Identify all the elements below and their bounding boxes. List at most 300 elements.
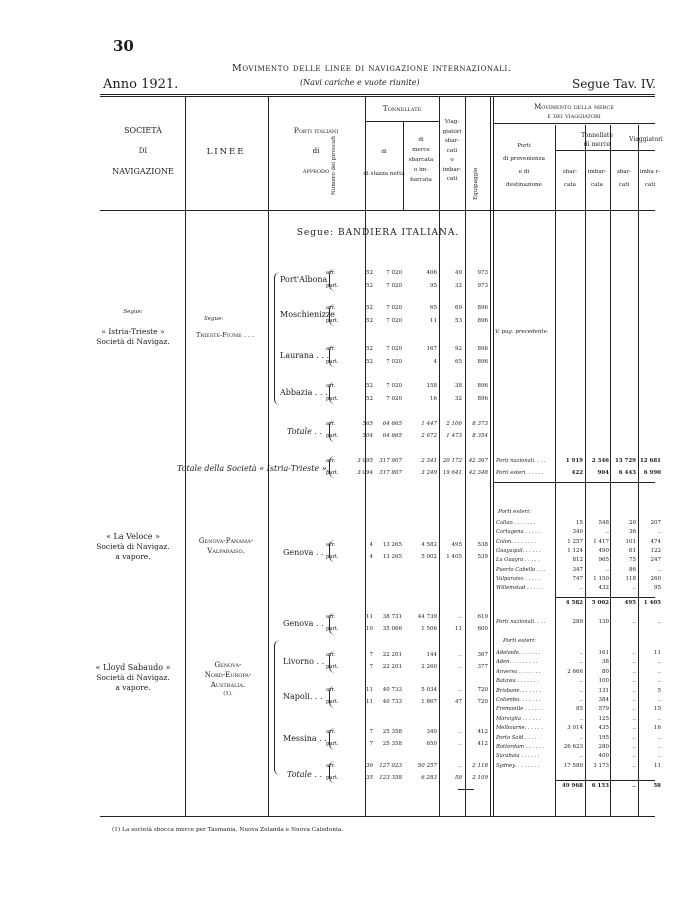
row-label: part. [326, 470, 339, 476]
cell-piroscafi: 10 [366, 626, 373, 632]
row-label: part. [326, 396, 339, 402]
row-label: part. [326, 699, 339, 705]
veloce-total-rule [555, 597, 655, 598]
cell-piroscafi: 7 [369, 664, 373, 670]
cell-viaggiatori: 32 [455, 283, 462, 289]
row-label: part. [326, 626, 339, 632]
mov-ton-imbar: 195 [598, 734, 609, 741]
mov-ton-imbar: 80 [602, 668, 609, 675]
cell-equipaggio: 896 [477, 305, 488, 311]
cell-piroscafi: 52 [366, 270, 373, 276]
istria-port-name: Port'Albona [280, 275, 328, 284]
cell-merce: 158 [426, 383, 437, 389]
page-subtitle: (Navi cariche e vuote riunite) [300, 78, 420, 87]
cell-equipaggio: 539 [477, 554, 488, 560]
mov-ton-sbar: 15 [576, 520, 583, 526]
header-merce-4: barcata [410, 177, 432, 183]
header-sub-1: cata [563, 182, 577, 188]
mov-port: Fremantle . . . . . . [496, 706, 544, 713]
cell-viaggiatori: 19 641 [442, 470, 462, 476]
veloce-total-2: 5 002 [591, 600, 609, 606]
mov-port: Colombo. . . . . . . [496, 697, 541, 703]
istria-port-name: Laurana . . . [280, 351, 330, 360]
movimento-rule [493, 123, 655, 124]
mov-port: Puerto Cabello . . . [496, 566, 546, 573]
mov-viag-imbar: .. [657, 753, 661, 760]
mov-viag-sbar: .. [632, 659, 636, 666]
veloce-societa: Società di Navigaz. [96, 542, 170, 551]
row-label: part. [326, 318, 339, 324]
istria-totale-label: Totale . . [287, 427, 322, 436]
row-label: arr. [326, 687, 336, 693]
mov-viag-imbar: .. [657, 678, 661, 685]
header-sub-0: sbar- [562, 169, 578, 175]
row-label: arr. [326, 542, 336, 548]
sub-rule [555, 150, 655, 151]
cell-stazza: 64 665 [382, 421, 402, 427]
header-porti-2: di [312, 147, 320, 155]
mov-ton-sbar: 422 [571, 470, 583, 476]
cell-piroscafi: 565 [362, 421, 373, 427]
header-sub-6: imba r- [639, 169, 661, 175]
col-rule-viaggiatori [465, 96, 466, 816]
cell-viaggiatori: 1 405 [446, 554, 462, 560]
row-label: arr. [326, 652, 336, 658]
sabaudo-linea-4: (1). [223, 691, 233, 697]
cell-stazza: 7 020 [386, 283, 402, 289]
mov-ton-sbar: 2 666 [567, 668, 583, 675]
mov-viag-imbar: 15 [654, 706, 661, 713]
header-porti-prov-1: di provenienza [503, 156, 545, 162]
cell-equipaggio: 2 109 [472, 775, 488, 781]
mov-ton-sbar: 26 623 [563, 744, 583, 750]
mov-viag-imbar: 12 681 [639, 458, 661, 464]
header-movimento-1: Movimento della merce [534, 103, 614, 111]
mov-viag-sbar: 6 443 [618, 470, 636, 476]
veloce-vapore: a vapore. [115, 552, 151, 561]
cell-stazza: 25 358 [382, 741, 402, 747]
cell-viaggiatori: 20 172 [442, 458, 462, 464]
mov-viag-imbar: .. [657, 697, 661, 703]
cell-equipaggio: 8 373 [472, 421, 488, 427]
cell-stazza: 22 201 [382, 664, 402, 670]
header-porti-1: Porti italiani [293, 126, 339, 135]
mov-viag-imbar: 6 990 [643, 470, 661, 476]
mov-port: Cartagena . . . . . [496, 529, 541, 536]
sabaudo-linea-2: Nord-Europa- [204, 671, 252, 679]
mov-port: Porti nazionali. . . . [496, 619, 546, 625]
mov-viag-imbar: 11 [654, 762, 661, 769]
cell-equipaggio: 42 348 [468, 470, 488, 476]
cell-merce: 2 260 [421, 664, 437, 670]
sabaudo-total-1: 49 968 [561, 783, 583, 789]
header-viaggiatori2: Viaggiatori [629, 136, 663, 143]
sabaudo-societa: Società di Navigaz. [96, 673, 170, 682]
cell-stazza: 127 023 [379, 763, 402, 769]
cell-equipaggio: 8 354 [472, 433, 488, 439]
cell-viaggiatori: .. [458, 652, 462, 658]
header-stazza-di: di [381, 149, 387, 155]
header-sub-2: imbar- [587, 169, 607, 175]
cell-equipaggio: 377 [477, 664, 488, 670]
row-label: arr. [326, 270, 336, 276]
veloce-port: Genova . . [283, 548, 324, 557]
mov-ton-imbar: 3 173 [593, 762, 609, 769]
cell-viaggiatori: .. [458, 664, 462, 670]
cell-piroscafi: 52 [366, 359, 373, 365]
mov-ton-imbar: 384 [598, 697, 609, 703]
mov-port: Brisbane. . . . . . . [496, 687, 541, 694]
col-rule-prov [555, 125, 556, 816]
table-bottom-rule [100, 816, 655, 817]
sabaudo-mov-header: Porti esteri: [503, 638, 536, 644]
col-rule-sbar [585, 125, 586, 816]
row-label: arr. [326, 346, 336, 352]
cell-merce: 95 [430, 283, 437, 289]
cell-stazza: 7 020 [386, 383, 402, 389]
mov-port: Adelaide. . . . . . . [496, 650, 541, 656]
cell-equipaggio: 412 [477, 729, 488, 735]
mov-viag-sbar: 61 [629, 547, 636, 554]
mov-ton-imbar: 131 [598, 687, 609, 694]
mov-ton-sbar: .. [579, 753, 583, 760]
mov-viag-imbar: .. [657, 668, 661, 675]
header-linee: LINEE [206, 147, 246, 157]
cell-viaggiatori: .. [458, 614, 462, 620]
cell-stazza: 13 265 [382, 542, 402, 548]
mov-ton-sbar: .. [579, 697, 583, 703]
cell-stazza: 22 201 [382, 652, 402, 658]
sabaudo-port-name: Genova . . [283, 619, 324, 628]
cell-piroscafi: 52 [366, 396, 373, 402]
cell-merce: 4 [433, 359, 437, 365]
page-title: Movimento delle linee di navigazione internazionali. [232, 63, 512, 74]
mov-viag-imbar: .. [657, 619, 661, 625]
mov-ton-sbar: .. [579, 650, 583, 656]
sabaudo-vapore: a vapore. [115, 683, 151, 692]
mov-viag-sbar: .. [632, 753, 636, 760]
cell-stazza: 40 733 [382, 699, 402, 705]
mov-ton-imbar: 579 [598, 706, 609, 713]
sabaudo-total-2: 6 153 [591, 783, 609, 789]
mov-port: Valparaiso . . . . . [496, 575, 540, 582]
mov-ton-sbar: .. [579, 715, 583, 722]
cell-piroscafi: 52 [366, 346, 373, 352]
cell-viaggiatori: .. [458, 741, 462, 747]
cell-equipaggio: 896 [477, 318, 488, 324]
cell-viaggiatori: .. [458, 729, 462, 735]
sabaudo-total-4: 58 [653, 783, 661, 789]
mov-viag-sbar: 36 [629, 529, 636, 536]
mov-ton-sbar: 1 257 [567, 538, 583, 545]
mov-ton-imbar: 548 [598, 520, 609, 526]
mov-ton-imbar: 965 [598, 557, 609, 564]
istria-port-name: Moschienizze [280, 310, 335, 319]
mov-viag-imbar: 11 [654, 650, 661, 656]
mov-viag-sbar: 20 [629, 520, 636, 526]
veloce-total-4: 1 405 [643, 600, 661, 606]
header-equipaggio: Equipaggio [473, 167, 479, 200]
header-porti-prov-3: destinazione [506, 182, 542, 188]
cell-equipaggio: 896 [477, 396, 488, 402]
cell-equipaggio: 619 [477, 614, 488, 620]
cell-viaggiatori: 495 [451, 542, 462, 548]
col-rule-merce [439, 96, 440, 816]
mov-viag-sbar: 86 [629, 566, 636, 573]
cell-piroscafi: 36 [366, 763, 373, 769]
cell-equipaggio: 720 [477, 687, 488, 693]
cell-viaggiatori: 69 [455, 305, 462, 311]
col-rule-imbar [610, 125, 611, 816]
header-merce-0: di [418, 137, 424, 143]
header-porti-prov-0: Porti [517, 143, 531, 149]
mov-viag-sbar: 101 [625, 538, 636, 545]
cell-piroscafi: 4 [369, 542, 373, 548]
mov-viag-sbar: .. [632, 687, 636, 694]
veloce-total-3: 495 [624, 600, 636, 606]
mov-ton-sbar: 1 124 [567, 547, 583, 554]
row-label: part. [326, 664, 339, 670]
cell-merce: 5 034 [421, 687, 437, 693]
mov-viag-imbar: 260 [650, 575, 661, 582]
mov-ton-imbar: 400 [598, 753, 609, 760]
sabaudo-total-3: .. [632, 783, 636, 789]
cell-merce: 3 249 [421, 470, 437, 476]
cell-stazza: 25 358 [382, 729, 402, 735]
header-stazza: di stazza netta [363, 171, 405, 177]
cell-merce: 1 867 [421, 699, 437, 705]
col-rule-porti [365, 96, 366, 816]
table-top-rule-2 [100, 96, 655, 97]
header-sub-3: cata [590, 182, 604, 188]
mov-ton-sbar: 747 [572, 575, 583, 582]
cell-piroscafi: 11 [366, 687, 373, 693]
mov-ton-imbar: 1 417 [593, 538, 609, 545]
mov-viag-sbar: .. [632, 678, 636, 685]
mov-viag-imbar: .. [657, 659, 661, 666]
cell-merce: 11 [430, 318, 437, 324]
mov-viag-imbar: .. [657, 529, 661, 536]
mov-viag-imbar: 122 [650, 547, 661, 554]
mov-ton-sbar: 3 014 [567, 725, 583, 732]
cell-stazza: 13 265 [382, 554, 402, 560]
mov-ton-sbar: 17 580 [563, 762, 583, 769]
mov-port: Batavia . . . . . . . [496, 678, 539, 685]
header-bottom-rule [100, 210, 655, 211]
cell-stazza: 7 020 [386, 270, 402, 276]
cell-merce: 50 257 [417, 763, 437, 769]
cell-merce: 4 582 [421, 542, 437, 548]
cell-merce: 16 [430, 396, 437, 402]
mov-port: Surabaia . . . . . . [496, 753, 540, 760]
cell-equipaggio: 896 [477, 383, 488, 389]
cell-stazza: 7 020 [386, 318, 402, 324]
cell-stazza: 7 020 [386, 396, 402, 402]
mov-port: Willemstad . . . . . [496, 585, 542, 592]
istria-port-name: Abbazia . . . [280, 388, 328, 397]
istria-name: « Istria-Trieste » [101, 327, 165, 336]
cell-equipaggio: 367 [477, 652, 488, 658]
cell-piroscafi: 11 [366, 614, 373, 620]
cell-piroscafi: 52 [366, 383, 373, 389]
cell-merce: 2 672 [421, 433, 437, 439]
mov-ton-sbar: .. [579, 678, 583, 685]
mov-ton-imbar: 1 150 [593, 575, 609, 582]
mov-viag-sbar: .. [632, 725, 636, 732]
header-viaggiatori-4: o [450, 157, 454, 163]
cell-merce: 1 506 [421, 626, 437, 632]
header-merce-3: o im- [413, 167, 429, 173]
col-rule-linee [268, 96, 269, 816]
istria-totale-societa: Totale della Società « Istria-Trieste ». [177, 464, 330, 473]
mov-port: Marsiglia . . . . . . [496, 715, 541, 722]
istria-note: V. pag. precedente. [495, 329, 549, 335]
header-sub-5: cati [618, 182, 630, 188]
cell-viaggiatori: 65 [455, 359, 462, 365]
istria-societa: Società di Navigaz. [96, 337, 170, 346]
col-rule-vsbar [638, 125, 639, 816]
sabaudo-linea-3: Australia. [210, 681, 246, 689]
mov-port: Porti esteri. . . . . . [496, 470, 544, 476]
cell-viaggiatori: 1 473 [446, 433, 462, 439]
sabaudo-total-rule [555, 780, 655, 781]
mov-ton-imbar: .. [605, 566, 609, 573]
mov-port: Porti nazionali. . . . [496, 458, 546, 464]
cell-viaggiatori: 38 [455, 383, 462, 389]
cell-piroscafi: 7 [369, 729, 373, 735]
cell-merce: 650 [426, 741, 437, 747]
istria-linea: Trieste-Fiume . . . [196, 331, 255, 339]
cell-piroscafi: 3 095 [357, 458, 373, 464]
mov-viag-imbar: .. [657, 715, 661, 722]
istria-segue: Segue: [123, 309, 143, 315]
sabaudo-name: « Lloyd Sabaudo » [95, 663, 171, 672]
veloce-linea-1: Genova-Panamá- [198, 537, 254, 545]
header-sub-7: cati [644, 182, 656, 188]
cell-piroscafi: 35 [366, 775, 373, 781]
header-viaggiatori-2: sbar- [444, 138, 460, 144]
header-porti-prov-2: e di [518, 169, 530, 175]
veloce-mov-header: Porti esteri: [498, 509, 531, 515]
header-merce-1: merce [412, 147, 430, 153]
row-label: part. [326, 283, 339, 289]
mov-viag-sbar: .. [632, 762, 636, 769]
cell-merce: 5 002 [421, 554, 437, 560]
cell-piroscafi: 52 [366, 318, 373, 324]
header-societa-3: NAVIGAZIONE [112, 167, 174, 176]
istria-linea-segue: Segue: [204, 316, 224, 322]
mov-viag-imbar: 16 [654, 725, 661, 732]
cell-merce: 144 [426, 652, 437, 658]
veloce-total-1: 4 582 [565, 600, 583, 606]
mov-viag-sbar: .. [632, 734, 636, 741]
cell-stazza: 317 807 [379, 470, 402, 476]
row-label: part. [326, 359, 339, 365]
cell-viaggiatori: 92 [455, 346, 462, 352]
cell-piroscafi: 3 094 [357, 470, 373, 476]
cell-stazza: 123 358 [379, 775, 402, 781]
row-label: arr. [326, 421, 336, 427]
mov-port: Callao . . . . . . . [496, 520, 536, 526]
sabaudo-port-name: Livorno . . [283, 657, 325, 666]
header-viaggiatori-1: giatori [442, 128, 462, 135]
mov-port: Melbourne. . . . . . [496, 725, 543, 732]
mov-viag-sbar: .. [632, 706, 636, 713]
sabaudo-port-name: Messina . . [283, 734, 327, 743]
header-viaggiatori-6: cati [446, 176, 458, 182]
mov-viag-sbar: .. [632, 650, 636, 656]
cell-stazza: 64 665 [382, 433, 402, 439]
mov-viag-sbar: 118 [625, 575, 636, 582]
header-piroscafi: Numero dei piroscafi [331, 136, 337, 195]
mov-ton-sbar: .. [579, 585, 583, 592]
mov-ton-sbar: .. [579, 734, 583, 741]
header-movimento-2: e dei viaggiatori [547, 112, 601, 120]
mov-viag-imbar: 247 [650, 557, 661, 564]
cell-viaggiatori: .. [458, 763, 462, 769]
page-number: 30 [113, 37, 134, 55]
row-label: arr. [326, 614, 336, 620]
mov-viag-imbar: 5 [657, 687, 661, 694]
cell-equipaggio: 42 367 [468, 458, 488, 464]
header-tonn-merce-2: di merce [583, 141, 611, 148]
mov-ton-imbar: 38 [602, 659, 609, 666]
row-label: part. [326, 554, 339, 560]
mov-ton-imbar: 904 [597, 470, 609, 476]
mov-viag-sbar: .. [632, 697, 636, 703]
mov-ton-imbar: .. [605, 529, 609, 536]
cell-stazza: 7 020 [386, 305, 402, 311]
mov-ton-imbar: 432 [598, 585, 609, 592]
cell-stazza: 35 066 [382, 626, 402, 632]
istria-ports-brace [274, 272, 280, 405]
mov-ton-sbar: 812 [572, 557, 583, 564]
cell-merce: 406 [426, 270, 437, 276]
sabaudo-linea-1: Genova- [214, 661, 242, 669]
cell-piroscafi: 52 [366, 305, 373, 311]
cell-merce: 1 447 [421, 421, 437, 427]
mov-viag-sbar: .. [632, 619, 636, 625]
cell-viaggiatori: .. [458, 687, 462, 693]
istria-sep [493, 482, 655, 483]
cell-equipaggio: 2 118 [472, 763, 488, 769]
mov-ton-imbar: 435 [598, 725, 609, 732]
mov-port: La Guayra . . . . . [496, 557, 540, 564]
cell-piroscafi: 504 [362, 433, 373, 439]
header-viaggiatori-5: imbar- [442, 166, 462, 173]
mov-ton-imbar: 100 [598, 678, 609, 685]
sabaudo-ports-brace [274, 640, 280, 775]
cell-equipaggio: 412 [477, 741, 488, 747]
mov-ton-sbar: 85 [576, 706, 583, 713]
cell-stazza: 7 020 [386, 346, 402, 352]
veloce-name: « La Veloce » [106, 532, 160, 541]
header-tonnellate: Tonnellate [382, 104, 422, 113]
row-label: arr. [326, 458, 336, 464]
mov-viag-imbar: .. [657, 566, 661, 573]
cell-viaggiatori: 47 [455, 699, 462, 705]
cell-viaggiatori: 53 [455, 318, 462, 324]
mov-port: Anversa . . . . . . . [496, 668, 541, 675]
mov-viag-imbar: 474 [650, 538, 661, 545]
mov-viag-sbar: 75 [629, 557, 636, 564]
cell-piroscafi: 4 [369, 554, 373, 560]
mov-viag-sbar: .. [632, 715, 636, 722]
mov-ton-imbar: 2 346 [591, 458, 609, 464]
mov-viag-imbar: .. [657, 744, 661, 750]
col-rule-double [493, 96, 494, 816]
cell-viaggiatori: 49 [455, 270, 462, 276]
